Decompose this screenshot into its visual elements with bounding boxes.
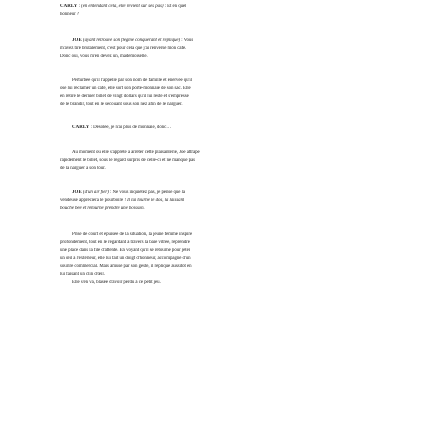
text-line: vendeuse appréciera le pourboire ! Il lui tourne le dos, la laissant xyxy=(60,198,185,203)
text-line: m'avez tiré brutalement, c'est pour cela que j'ai renversé mon café. xyxy=(60,46,187,51)
text-line: en retire le dernier billet de vingt dollars qu'il lui reste et s'empresse xyxy=(60,94,189,99)
text-line: profondément, tout en le regardant à travers la baie vitrée, reprendre xyxy=(60,240,190,245)
text-line: CARLY : Désolée, je n'ai plus de monnaie, donc… xyxy=(72,125,172,130)
speaker-name: CARLY xyxy=(60,4,78,9)
text-line: honneur ? xyxy=(60,12,79,17)
stage-direction: (ayant retrouvé son flegme conquérant et réplique) xyxy=(83,38,181,43)
text-line: CARLY : (en entendant cela, elle revient sur ses pas) : Et en quel xyxy=(60,4,187,9)
text-line: lui faisant un clin d'œil. xyxy=(60,272,105,277)
text-line: de la narguer à son tour. xyxy=(60,166,106,171)
stage-direction: (en entendant cela, elle revient sur ses pas) xyxy=(81,4,164,9)
text-line: Elle s'en va, blasée d'avoir perdu à ce petit jeu. xyxy=(72,280,161,285)
text-line: Au moment où elle s'apprête à arrêter cette plaisanterie, Joe attrape xyxy=(72,150,200,155)
stage-direction: Il lui tourne le dos, la laissant xyxy=(127,198,185,203)
text-line: sourire commercial. Mais amusé par son geste, il réplique aussitôt en xyxy=(60,264,192,269)
stage-direction: bouche bée et retourne prendre une boisson. xyxy=(60,206,145,211)
text-line: Perturbée qu'il l'appelle par son nom de famille et énervée qu'il xyxy=(72,78,192,83)
text-line: Prise de court et épuisée de la situation, la jeune femme inspire xyxy=(72,232,193,237)
speaker-name: JOE xyxy=(72,38,82,43)
text-line: JOE (d'un air fier) : Ne vous inquiétez pas, je pense que la xyxy=(72,190,186,195)
text-line: de le brandir, tout en le secouant sous son nez afin de le narguer. xyxy=(60,102,183,107)
stage-direction: (d'un air fier) xyxy=(83,190,109,195)
text-line: Donc oui, vous m'en devez un, mademoiselle. xyxy=(60,54,148,59)
text-line: une place dans la file d'attente. En voyant qu'il se retourne pour jeter xyxy=(60,248,191,253)
text-line: un œil à l'extérieur, elle lui fait un doigt d'honneur, accompagné d'un xyxy=(60,256,191,261)
text-line xyxy=(60,206,145,212)
speaker-name: CARLY xyxy=(72,125,90,130)
speaker-name: JOE xyxy=(72,190,82,195)
text-line: JOE (ayant retrouvé son flegme conquérant et réplique) : Vous xyxy=(72,38,194,43)
text-line: rapidement le billet, sous le regard surpris de celle-ci et ne manque pas xyxy=(60,158,196,163)
text-line: ose lui réclamer un café, elle sort son porte-monnaie de son sac. Elle xyxy=(60,86,191,91)
